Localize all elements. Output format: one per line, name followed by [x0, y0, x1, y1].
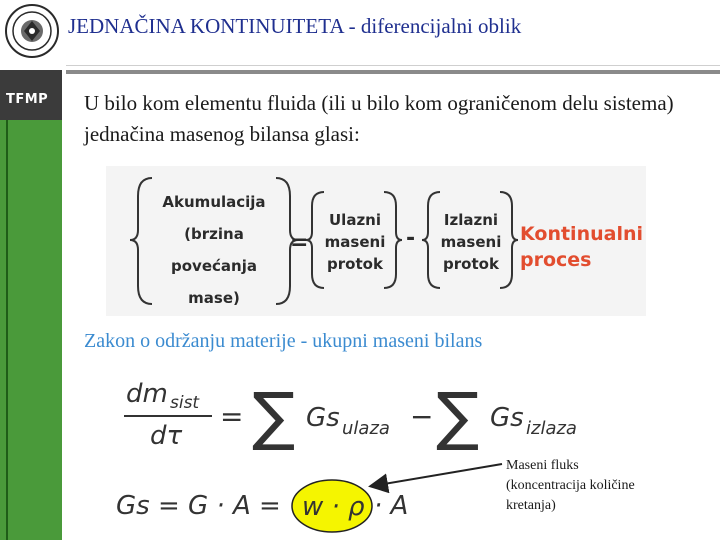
- eq1-sum-2: ∑: [436, 380, 480, 450]
- diagram-equals: =: [290, 230, 309, 255]
- accumulation-label-1: Akumulacija: [162, 193, 266, 211]
- eq1-lhs-denominator: dτ: [150, 421, 183, 450]
- eq1-minus: −: [410, 400, 434, 433]
- diagram-minus: -: [406, 226, 416, 251]
- annotation-line-1: Maseni fluks: [506, 458, 579, 473]
- mass-flux-annotation: [506, 456, 706, 516]
- page-title: JEDNAČINA KONTINUITETA - diferencijalni oblik: [68, 14, 522, 38]
- eq1-term-1: Gs: [306, 403, 340, 433]
- eq1-term-2: Gs: [490, 403, 524, 433]
- eq2-highlighted-term: w · ρ: [302, 492, 365, 522]
- section-subtitle: Zakon o održanju materije - ukupni maseni bilans: [84, 330, 483, 352]
- accumulation-label-2: (brzina: [184, 225, 244, 243]
- eq1-sum-1: ∑: [252, 380, 296, 450]
- outflow-label-1: Izlazni: [443, 211, 499, 229]
- eq2-part-2: · A: [374, 491, 409, 521]
- annotation-line-2: (koncentracija količine: [506, 478, 635, 493]
- accumulation-label-3: povećanja: [171, 257, 257, 275]
- accumulation-label-4: mase): [188, 289, 240, 307]
- eq2-part-1: Gs = G · A =: [116, 491, 281, 521]
- outflow-label-2: maseni: [440, 233, 502, 251]
- brand-label: TFMP: [6, 92, 49, 107]
- eq1-lhs-numerator-sub: sist: [170, 393, 200, 413]
- intro-paragraph: U bilo kom elementu fluida (ili u bilo kom ograničenom delu sistema) jednačina masenog bilansa glasi:: [84, 91, 674, 146]
- inflow-label-3: protok: [327, 255, 383, 273]
- eq1-equals: =: [220, 400, 244, 433]
- eq1-term-1-sub: ulaza: [342, 418, 390, 439]
- continuous-process-label-2: proces: [520, 249, 592, 271]
- inflow-label-2: maseni: [324, 233, 386, 251]
- annotation-line-3: kretanja): [506, 498, 556, 513]
- outflow-label-3: protok: [443, 255, 499, 273]
- continuous-process-label-1: Kontinualni: [520, 223, 643, 245]
- eq1-lhs-numerator: dm: [126, 379, 168, 409]
- inflow-label-1: Ulazni: [329, 211, 381, 229]
- eq1-term-2-sub: izlaza: [526, 418, 577, 439]
